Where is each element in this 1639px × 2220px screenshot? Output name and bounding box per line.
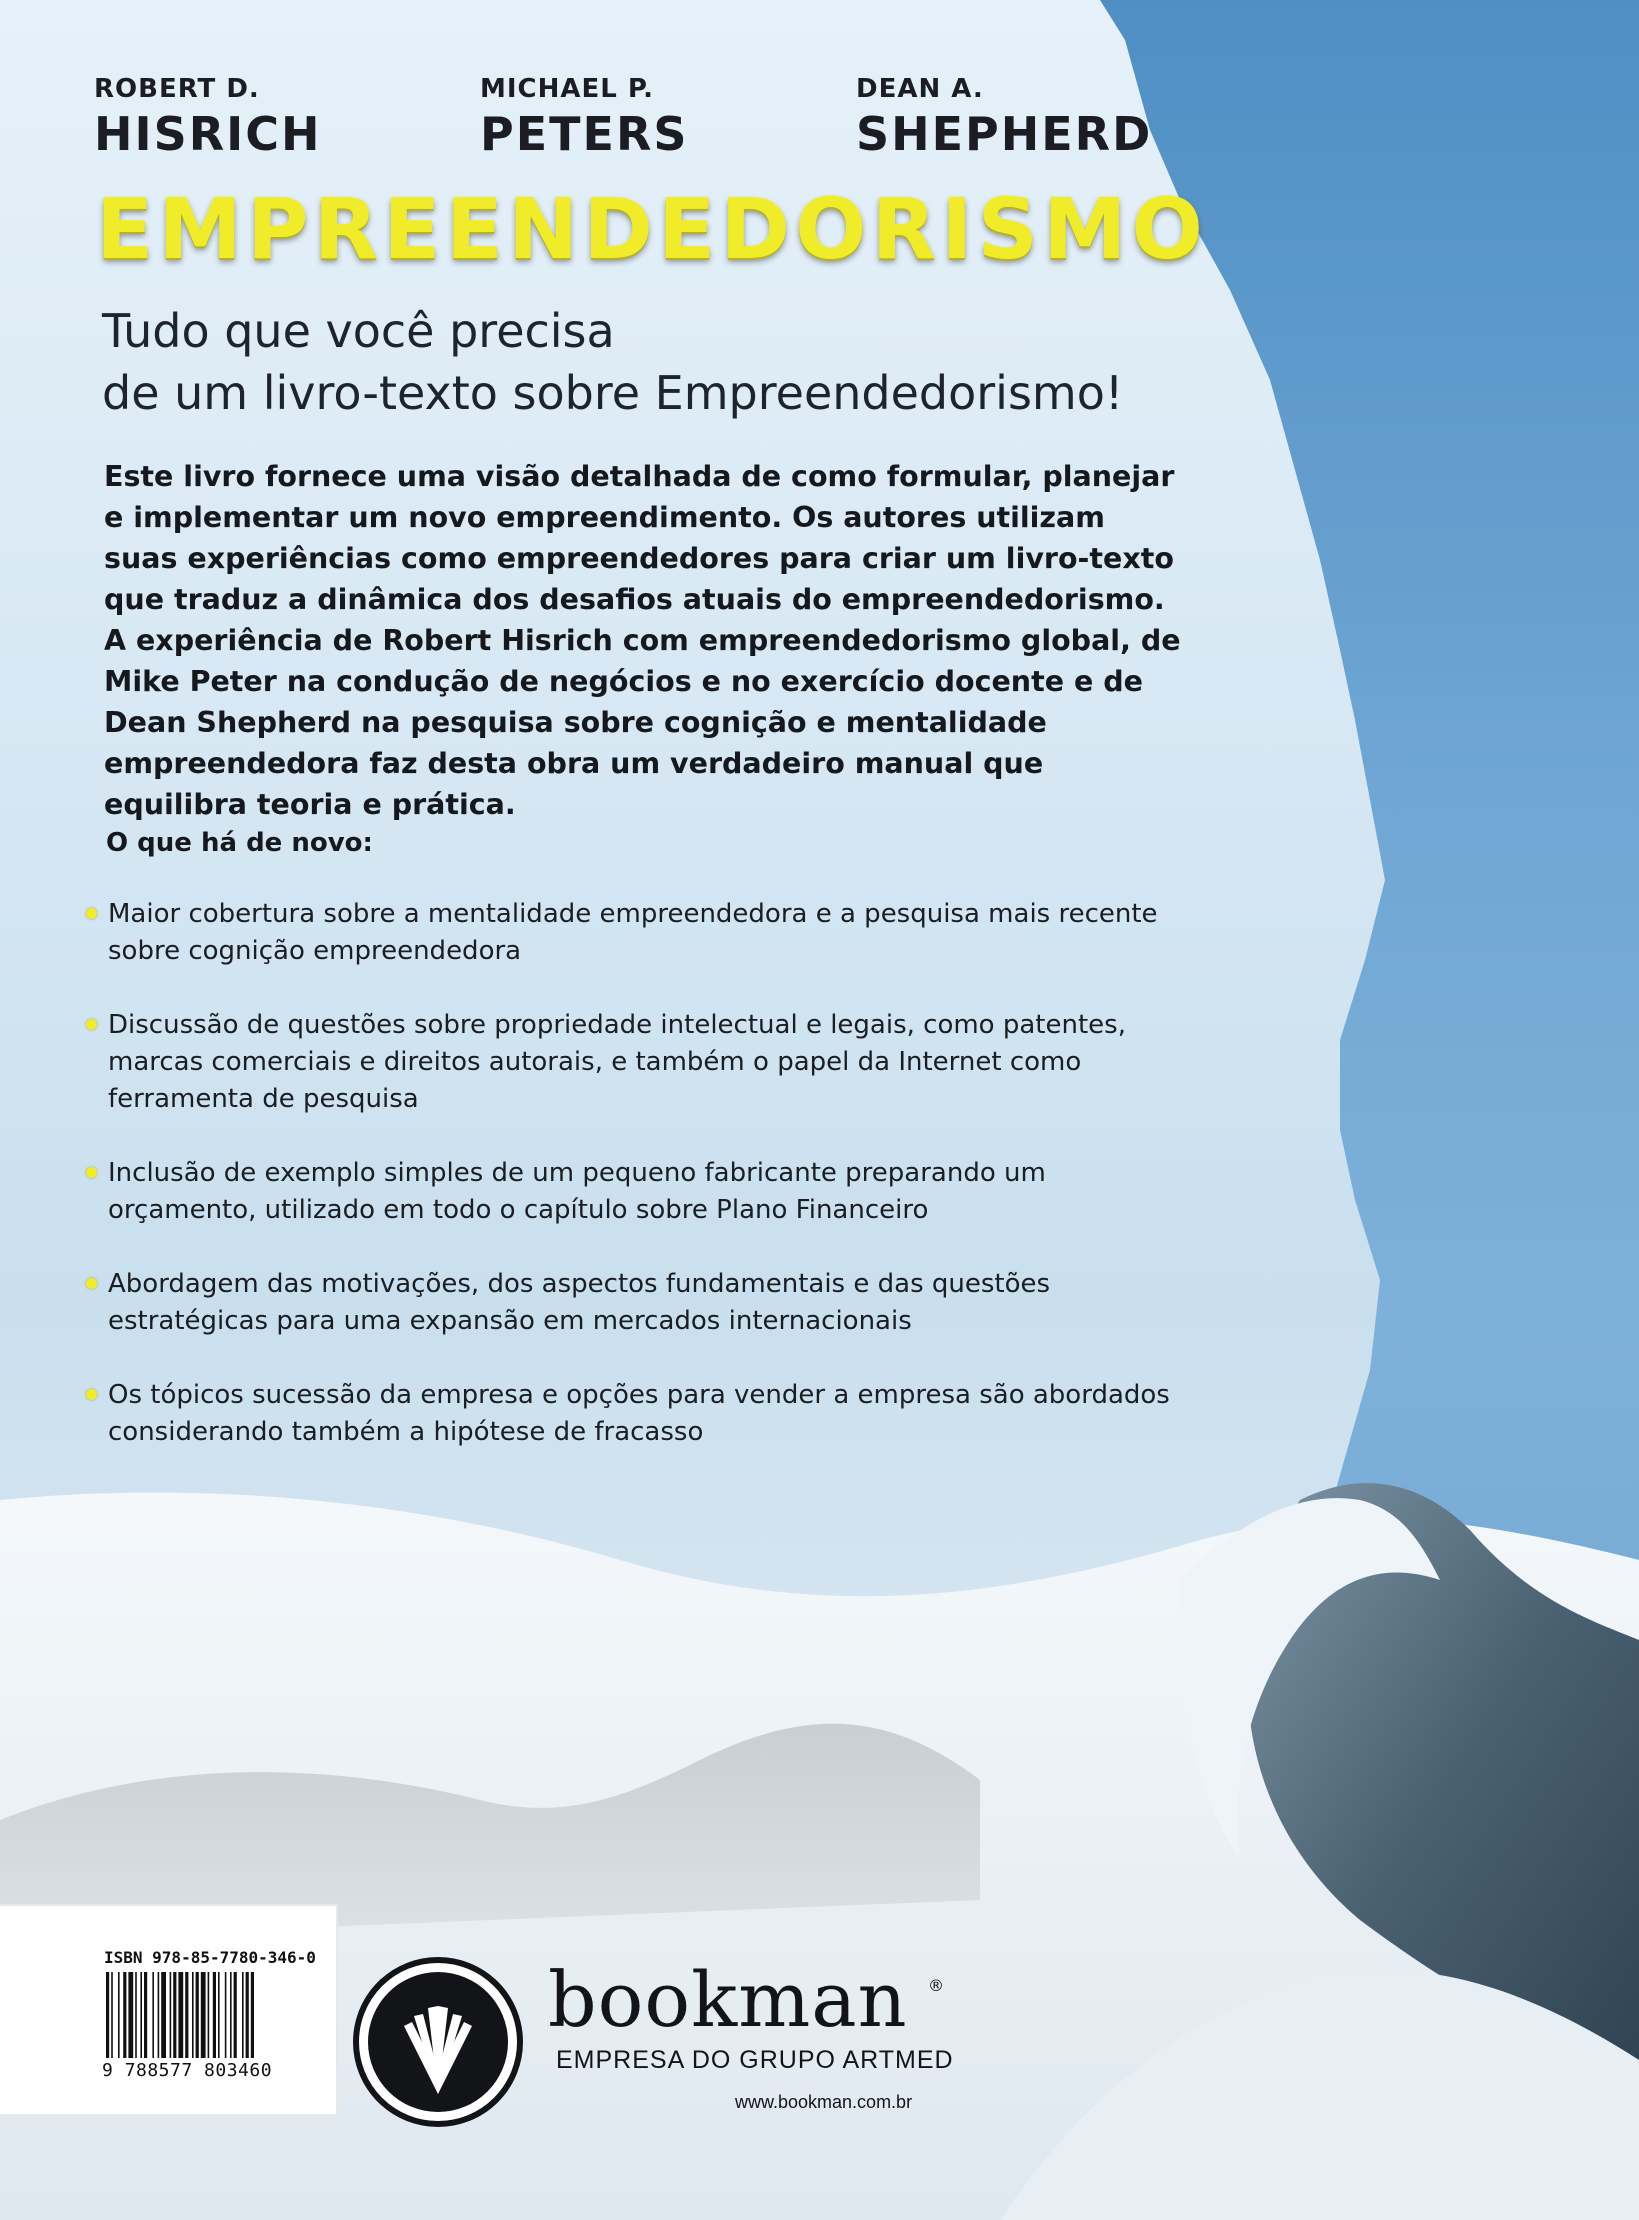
bullet-dot-icon	[86, 1019, 97, 1030]
barcode-icon	[104, 1972, 324, 2058]
author-first-name: DEAN A.	[856, 74, 984, 104]
author-first-name: ROBERT D.	[94, 74, 260, 104]
list-item	[86, 1007, 1186, 1118]
bullet-dot-icon	[86, 1278, 97, 1289]
publisher-name: bookman	[548, 1955, 908, 2044]
bullet-dot-icon	[86, 1389, 97, 1400]
feature-list	[86, 896, 1186, 1488]
book-subtitle	[102, 300, 1123, 424]
bookman-logo-icon	[352, 1956, 524, 2128]
registered-mark: ®	[928, 1976, 944, 1995]
author-1	[94, 72, 322, 162]
author-3	[856, 72, 1152, 162]
author-first-name: MICHAEL P.	[480, 74, 655, 104]
whats-new-heading: O que há de novo:	[106, 828, 373, 858]
list-item-text: Maior cobertura sobre a mentalidade empreendedora e a pesquisa mais recente sobre cognição empreendedora	[108, 899, 1158, 966]
author-last-name: PETERS	[480, 107, 689, 161]
list-item-text: Inclusão de exemplo simples de um pequeno fabricante preparando um orçamento, utilizado em todo o capítulo sobre Plano Financeiro	[108, 1158, 1046, 1225]
publisher-url[interactable]: www.bookman.com.br	[735, 2092, 913, 2112]
author-2	[480, 72, 689, 162]
list-item-text: Discussão de questões sobre propriedade intelectual e legais, como patentes, marcas comerciais e direitos autorais, e também o papel da Internet como ferramenta de pesquisa	[108, 1010, 1126, 1114]
bullet-dot-icon	[86, 908, 97, 919]
list-item	[86, 1155, 1186, 1229]
list-item	[86, 1266, 1186, 1340]
barcode-digits: 9 788577 803460	[102, 2060, 273, 2081]
publisher-group: EMPRESA DO GRUPO ARTMED	[556, 2046, 954, 2074]
subtitle-line-1: Tudo que você precisa	[102, 304, 615, 358]
subtitle-line-2: de um livro-texto sobre Empreendedorismo!	[102, 366, 1124, 420]
intro-paragraph: Este livro fornece uma visão detalhada de como formular, planejar e implementar um novo empreendimento. Os autores utilizam suas experiências como empreendedores para criar um livro-texto que traduz a dinâmica dos desafios atuais do empreendedorismo. A experiência de Robert Hisrich com empreendedorismo global, de Mike Peter na condução de negócios e no exercício docente e de Dean Shepherd na pesquisa sobre cognição e mentalidade empreendedora faz desta obra um verdadeiro manual que equilibra teoria e prática.	[104, 460, 1181, 821]
isbn-label: ISBN 978-85-7780-346-0	[104, 1948, 316, 1967]
book-title: EMPREENDEDORISMO	[96, 180, 1208, 278]
list-item-text: Os tópicos sucessão da empresa e opções para vender a empresa são abordados considerando também a hipótese de fracasso	[108, 1380, 1170, 1447]
list-item-text: Abordagem das motivações, dos aspectos fundamentais e das questões estratégicas para uma expansão em mercados internacionais	[108, 1269, 1051, 1336]
list-item	[86, 1377, 1186, 1451]
bullet-dot-icon	[86, 1167, 97, 1178]
list-item	[86, 896, 1186, 970]
author-last-name: HISRICH	[94, 107, 322, 161]
author-last-name: SHEPHERD	[856, 107, 1153, 161]
